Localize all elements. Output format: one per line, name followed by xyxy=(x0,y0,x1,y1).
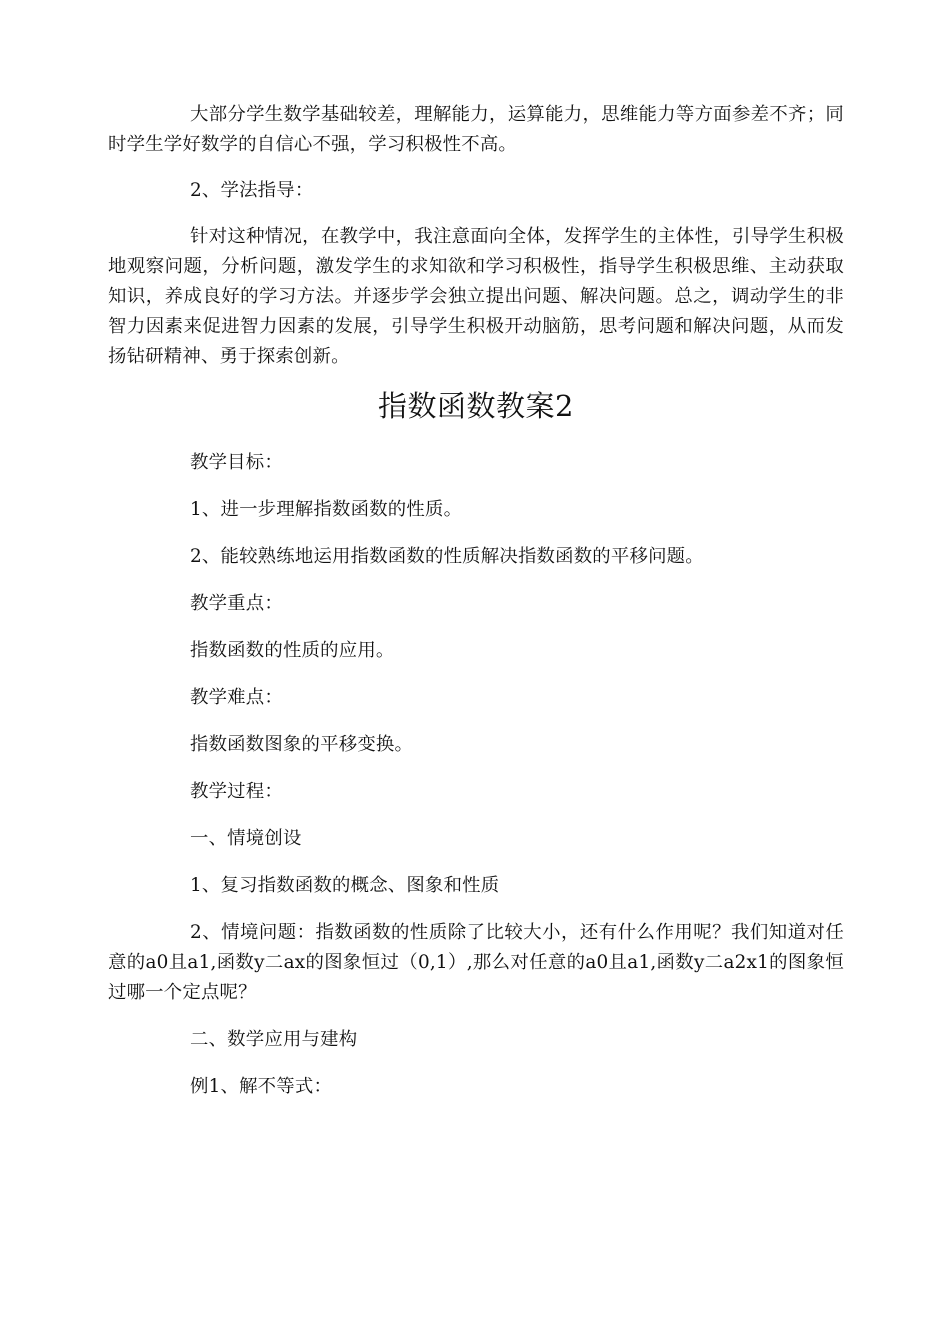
situation-question: 2、情境问题：指数函数的性质除了比较大小，还有什么作用呢？我们知道对任意的a0且a1,函数y二ax的图象恒过（0,1）,那么对任意的a0且a1,函数y二a2x1的图象恒过哪一个定点呢？ xyxy=(108,922,844,1003)
document-title: 指数函数教案2 xyxy=(378,389,574,423)
teaching-goals-heading: 教学目标： xyxy=(190,452,283,473)
section-one-heading: 一、情境创设 xyxy=(190,828,302,849)
document-content xyxy=(108,100,844,1102)
study-method-heading: 2、学法指导： xyxy=(190,180,314,201)
process-heading: 教学过程： xyxy=(190,781,283,802)
key-points-heading: 教学重点： xyxy=(190,593,283,614)
example-one: 例1、解不等式： xyxy=(190,1076,333,1097)
review-item: 1、复习指数函数的概念、图象和性质 xyxy=(190,875,500,896)
intro-paragraph-3: 针对这种情况，在教学中，我注意面向全体，发挥学生的主体性，引导学生积极地观察问题，分析问题，激发学生的求知欲和学习积极性，指导学生积极思维、主动获取知识，养成良好的学习方法。并逐步学会独立提出问题、解决问题。总之，调动学生的非智力因素来促进智力因素的发展，引导学生积极开动脑筋，思考问题和解决问题，从而发扬钻研精神、勇于探索创新。 xyxy=(108,226,844,367)
key-points-text: 指数函数的性质的应用。 xyxy=(190,640,395,661)
goal-item-1: 1、进一步理解指数函数的性质。 xyxy=(190,499,463,520)
intro-paragraph-1: 大部分学生数学基础较差，理解能力，运算能力，思维能力等方面参差不齐；同时学生学好数学的自信心不强，学习积极性不高。 xyxy=(108,104,844,155)
goal-item-2: 2、能较熟练地运用指数函数的性质解决指数函数的平移问题。 xyxy=(190,546,704,567)
section-two-heading: 二、数学应用与建构 xyxy=(190,1029,358,1050)
difficulties-text: 指数函数图象的平移变换。 xyxy=(190,734,414,755)
difficulties-heading: 教学难点： xyxy=(190,687,283,708)
